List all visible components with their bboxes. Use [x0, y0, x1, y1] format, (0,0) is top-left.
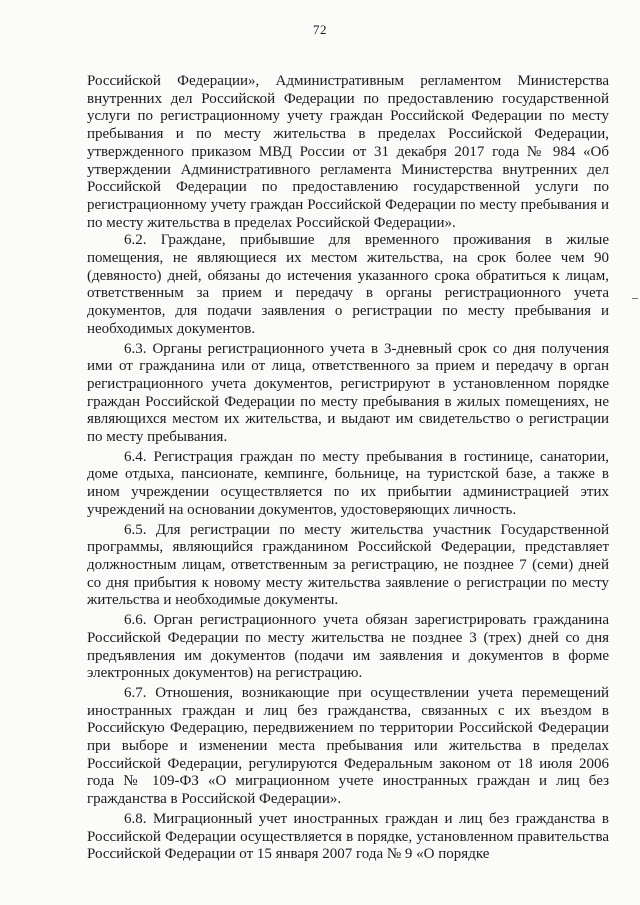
paragraph-6-8: 6.8. Миграционный учет иностранных граждан и лиц без гражданства в Российской Федерации осуществляется в порядке, установленном правительства Российской Федерации от 15 января 2007 года № 9 «О порядке	[87, 810, 609, 863]
paragraph-continuation: Российской Федерации», Административным регламентом Министерства внутренних дел Российской Федерации по предоставлению государственной услуги по регистрационному учету граждан Российской Федерации по месту пребывания и по месту жительства в пределах Российской Федерации, утвержденного приказом МВД России от 31 декабря 2017 года № 984 «Об утверждении Административного регламента Министерства внутренних дел Российской Федерации по предоставлению государственной услуги по регистрационному учету граждан Российской Федерации по месту пребывания и по месту жительства в пределах Российской Федерации».	[87, 73, 609, 231]
paragraph-6-5: 6.5. Для регистрации по месту жительства участник Государственной программы, являющийся гражданином Российской Федерации, представляет должностным лицам, ответственным за регистрацию, не позднее 7 (семи) дней со дня прибытия к новому месту жительства заявление о регистрации по месту жительства и необходимые документы.	[87, 521, 609, 609]
document-body	[87, 73, 609, 864]
scan-margin-mark	[632, 298, 638, 299]
paragraph-6-3: 6.3. Органы регистрационного учета в 3-дневный срок со дня получения ими от гражданина или от лица, ответственного за прием и передачу в орган регистрационного учета документов, регистрируют в установленном порядке граждан Российской Федерации по месту пребывания в жилых помещениях, не являющихся местом их жительства, и выдают им свидетельство о регистрации по месту пребывания.	[87, 340, 609, 446]
page-number: 72	[313, 22, 327, 37]
paragraph-6-7: 6.7. Отношения, возникающие при осуществлении учета перемещений иностранных граждан и лиц без гражданства, связанных с их въездом в Российскую Федерацию, передвижением по территории Российской Федерации при выборе и изменении места пребывания или жительства в пределах Российской Федерации, регулируются Федеральным законом от 18 июля 2006 года № 109-ФЗ «О миграционном учете иностранных граждан и лиц без гражданства в Российской Федерации».	[87, 684, 609, 808]
paragraph-6-2: 6.2. Граждане, прибывшие для временного проживания в жилые помещения, не являющиеся их местом жительства, на срок более чем 90 (девяносто) дней, обязаны до истечения указанного срока обратиться к лицам, ответственным за прием и передачу в органы регистрационного учета документов, для подачи заявления о регистрации по месту пребывания и необходимых документов.	[87, 232, 609, 337]
paragraph-6-4: 6.4. Регистрация граждан по месту пребывания в гостинице, санатории, доме отдыха, пансионате, кемпинге, больнице, на туристской базе, а также в ином учреждении осуществляется по их прибытии администрацией этих учреждений на основании документов, удостоверяющих личность.	[87, 448, 609, 518]
paragraph-6-6: 6.6. Орган регистрационного учета обязан зарегистрировать гражданина Российской Федерации по месту жительства не позднее 3 (трех) дней со дня предъявления им документов (подачи им заявления и документов в форме электронных документов) на регистрацию.	[87, 612, 609, 682]
